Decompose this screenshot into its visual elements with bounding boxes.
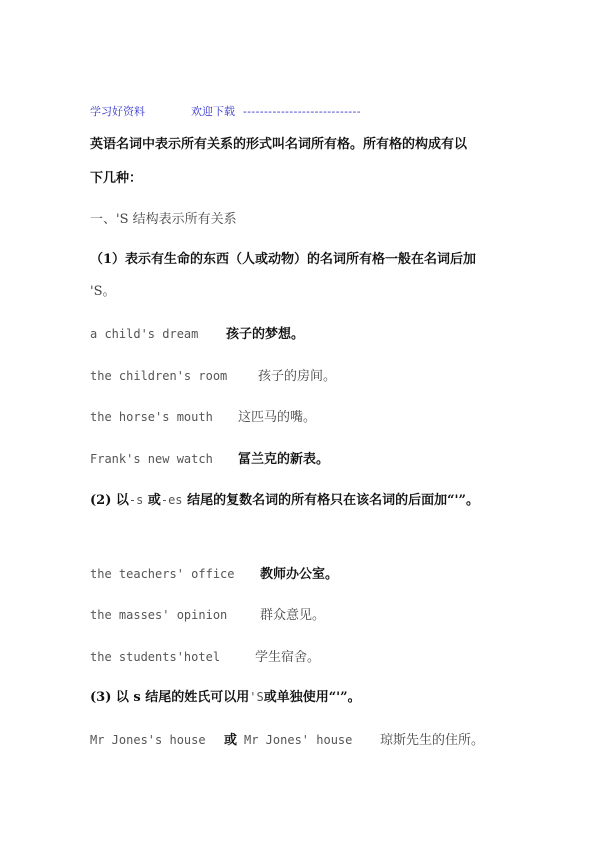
rule2-prefix: (2) 以 — [90, 493, 129, 508]
rule2-suffix-es: -es — [160, 493, 183, 507]
example-chinese: 孩子的房间。 — [258, 369, 337, 384]
example-row — [90, 606, 325, 625]
section1-title: 一、'S 结构表示所有关系 — [90, 212, 237, 227]
example-row — [90, 565, 338, 584]
intro-line-2: 下几种： — [90, 171, 143, 186]
rule2-or: 或 — [143, 493, 161, 508]
page-header — [90, 103, 361, 121]
rule2-suffix-s: -s — [128, 493, 144, 507]
example-chinese: 冨兰克的新表。 — [238, 452, 330, 467]
example-english: Mr Jones's house — [90, 733, 206, 747]
example-row — [90, 731, 484, 750]
example-row — [90, 367, 336, 386]
example-english: the children's room — [90, 369, 228, 383]
rule1-line-1: （1）表示有生命的东西（人或动物）的名词所有格一般在名词后加 — [90, 252, 477, 267]
header-middle-text: 欢迎下载 — [191, 105, 235, 118]
example-row — [90, 408, 316, 427]
example-english: the horse's mouth — [90, 410, 213, 424]
rule2 — [90, 491, 479, 510]
header-dashes: ---------------------------- — [243, 105, 362, 118]
rule1-line-2: 'S。 — [90, 284, 116, 299]
example-row — [90, 325, 304, 344]
example-english: the masses' opinion — [90, 608, 228, 622]
example-chinese: 学生宿舍。 — [255, 650, 321, 665]
example-chinese: 琼斯先生的住所。 — [380, 733, 485, 748]
example-chinese: 教师办公室。 — [260, 567, 339, 582]
example-english: the teachers' office — [90, 567, 235, 581]
example-or: 或 — [224, 733, 238, 748]
example-chinese: 群众意见。 — [260, 608, 326, 623]
rule3-text-1: (3) 以 s 结尾的姓氏可以用 — [90, 690, 250, 705]
rule3-text-2: 或单独使用“'”。 — [263, 690, 361, 705]
example-chinese: 这匹马的嘴。 — [238, 410, 317, 425]
example-row — [90, 648, 320, 667]
example-english: Frank's new watch — [90, 452, 213, 466]
rule2-text: 结尾的复数名词的所有格只在该名词的后面加“'”。 — [182, 493, 480, 508]
example-chinese: 孩子的梦想。 — [226, 327, 305, 342]
example-english: a child's dream — [90, 327, 199, 341]
example-row — [90, 450, 329, 469]
rule3 — [90, 688, 361, 707]
header-left-text: 学习好资料 — [90, 105, 145, 118]
example-english-alt: Mr Jones' house — [244, 733, 353, 747]
rule3-apostrophe-s: 'S — [249, 690, 264, 704]
example-english: the students'hotel — [90, 650, 221, 664]
intro-line-1: 英语名词中表示所有关系的形式叫名词所有格。所有格的构成有以 — [90, 137, 468, 152]
